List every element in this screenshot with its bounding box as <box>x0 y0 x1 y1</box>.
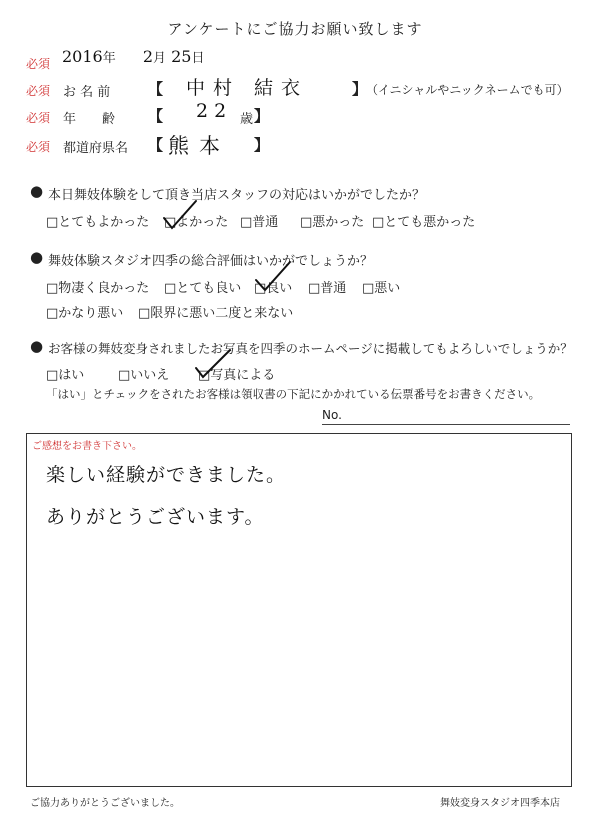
q3-note: 「はい」とチェックをされたお客様は領収書の下記にかかれている伝票番号をお書きください。 <box>46 387 541 401</box>
q1-option-average[interactable]: □普通 <box>240 215 279 230</box>
q1-text: 本日舞妓体験をして頂き当店スタッフの対応はいかがでしたか？ <box>48 188 426 203</box>
comment-line-1: 楽しい経験ができました。 <box>46 464 287 486</box>
name-bracket-close: 】 <box>352 80 368 98</box>
page-title: アンケートにご協力お願い致します <box>167 20 423 38</box>
q3-checkmark-icon <box>192 346 234 382</box>
age-label: 年 齢 <box>63 112 116 127</box>
age-unit: 歳 <box>240 112 254 127</box>
footer-thanks: ご協力ありがとうございました。 <box>30 798 180 809</box>
required-mark-prefecture: 必須 <box>26 140 51 154</box>
date-day-unit: 日 <box>191 51 205 66</box>
q2-bullet: ● <box>30 248 44 266</box>
q2-checkmark-icon <box>252 258 294 294</box>
required-mark-date: 必須 <box>26 57 51 71</box>
q3-bullet: ● <box>30 337 44 355</box>
prefecture-bracket-close: 】 <box>254 136 270 154</box>
slip-number-label: No. <box>322 408 342 422</box>
name-label: お 名 前 <box>63 85 111 100</box>
q2-option-extremely-good[interactable]: □物凄く良かった <box>46 281 150 296</box>
q1-option-bad[interactable]: □悪かった <box>300 215 365 230</box>
q3-option-yes[interactable]: □はい <box>46 368 85 383</box>
age-bracket-open: 【 <box>148 107 164 125</box>
q3-text: お客様の舞妓変身されましたお写真を四季のホームページに掲載してもよろしいでしょうか？ <box>48 341 573 356</box>
required-mark-age: 必須 <box>26 111 51 125</box>
footer-shop-name: 舞妓変身スタジオ四季本店 <box>440 798 560 809</box>
q2-option-good[interactable]: □良い <box>254 281 293 296</box>
date-day-value: 25 <box>171 47 192 66</box>
q1-option-very-good[interactable]: □とてもよかった <box>46 215 150 230</box>
prefecture-field[interactable]: 熊本 <box>168 134 230 158</box>
q1-option-very-bad[interactable]: □とても悪かった <box>372 215 476 230</box>
q2-option-very-good[interactable]: □とても良い <box>164 281 242 296</box>
q1-checkmark-icon <box>160 198 200 232</box>
name-bracket-open: 【 <box>148 80 164 98</box>
required-mark-name: 必須 <box>26 84 51 98</box>
q2-text: 舞妓体験スタジオ四季の総合評価はいかがでしょうか？ <box>48 254 374 269</box>
prefecture-label: 都道府県名 <box>63 141 129 156</box>
q3-option-depends[interactable]: □写真による <box>198 368 276 383</box>
name-field[interactable]: 中村 結衣 <box>186 77 309 99</box>
q1-option-good[interactable]: □よかった <box>164 215 229 230</box>
q2-option-quite-bad[interactable]: □かなり悪い <box>46 306 124 321</box>
comment-line-2: ありがとうございます。 <box>46 506 265 528</box>
slip-number-field[interactable] <box>322 424 570 425</box>
comments-prompt: ご感想をお書き下さい。 <box>32 441 142 452</box>
prefecture-bracket-open: 【 <box>148 136 164 154</box>
name-note: （イニシャルやニックネームでも可） <box>366 83 569 97</box>
age-field[interactable]: 22 <box>196 100 233 122</box>
date-month-unit: 月 <box>153 51 167 66</box>
age-bracket-close: 】 <box>254 107 270 125</box>
date-year-unit: 年 <box>102 51 116 66</box>
q2-option-average[interactable]: □普通 <box>308 281 347 296</box>
q3-option-no[interactable]: □いいえ <box>118 368 170 383</box>
q1-bullet: ● <box>30 182 44 200</box>
date-month-value: 2 <box>142 47 154 66</box>
date-year-value: 2016 <box>62 47 103 66</box>
date-field[interactable] <box>62 47 205 66</box>
q2-option-worst[interactable]: □限界に悪い二度と来ない <box>138 306 294 321</box>
q2-option-bad[interactable]: □悪い <box>362 281 401 296</box>
